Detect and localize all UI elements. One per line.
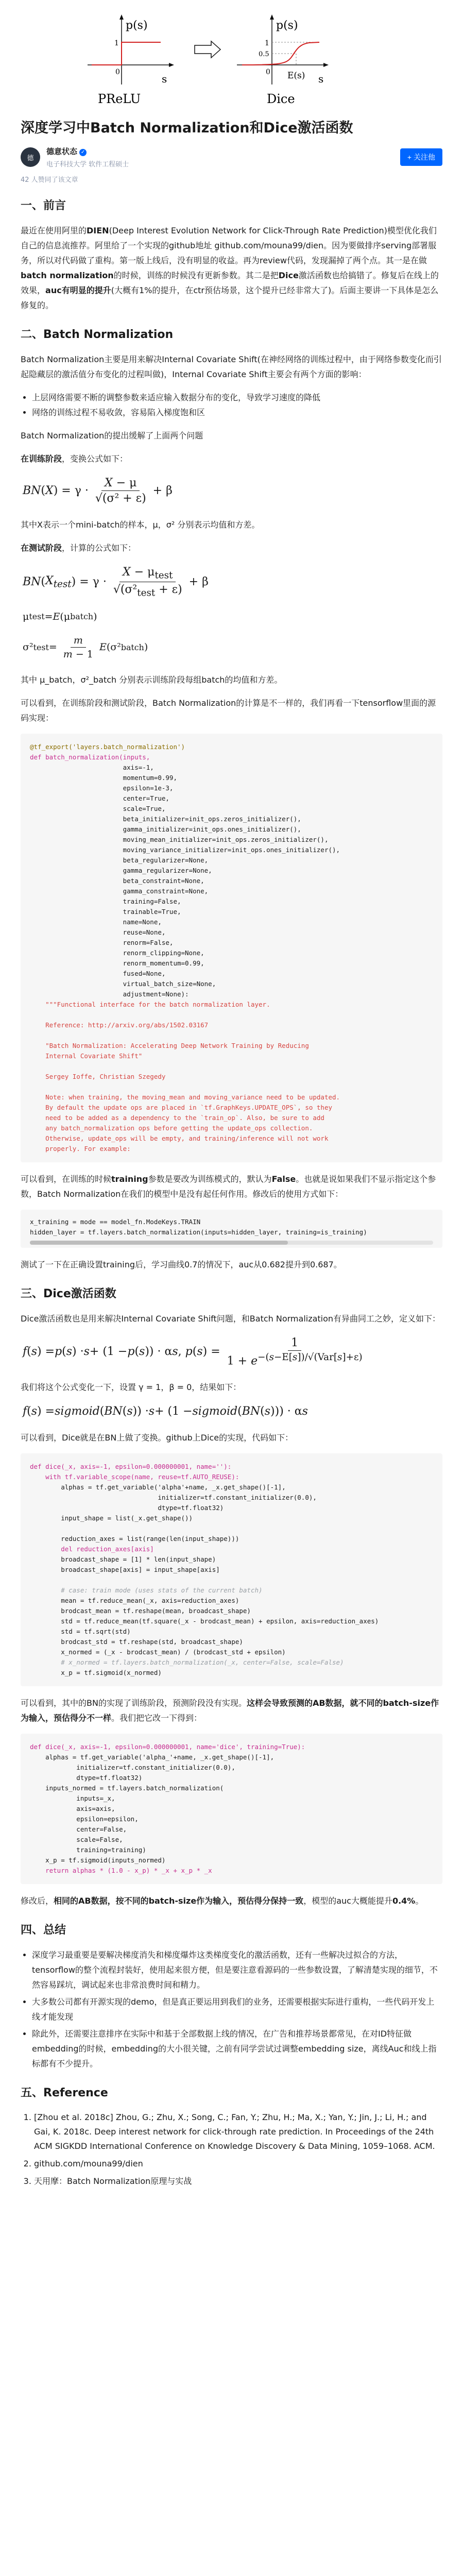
bn-paragraph-2: Batch Normalization的提出缓解了上面两个问题 (21, 431, 203, 440)
summary-list (21, 1947, 442, 2071)
code-line: def dice(_x, axis=-1, epsilon=0.000000001, name='dice', training=True): (30, 1743, 305, 1751)
sigma-test-formula: σ² test = $\frac{m}{m - 1}$ E (σ² batch ) (23, 634, 148, 660)
bn-paragraph-1: Batch Normalization主要是用来解决Internal Covariate Shift(在神经网络的训练过程中，由于网络参数变化而引起隐藏层的激活值分布变化的过程叫做)，Internal Covariate Shift主要会有两个方面的影响： (21, 354, 442, 379)
code-line: scale=False, (30, 1836, 123, 1844)
code-line: axis=axis, (30, 1805, 115, 1813)
section-heading-bn: 二、Batch Normalization (21, 328, 174, 341)
code-line: del reduction_axes[axis] (30, 1545, 154, 1553)
code-line: @tf_export('layers.batch_normalization') (30, 742, 185, 751)
p4d-text-b: 这样会导致预测的AB数据，就不同的batch-size作为输入，预估得分不一样 (21, 1698, 439, 1723)
dice-paragraph-3: 可以看到，Dice就是在BN上做了变换。github上Dice的实现，代码如下： (21, 1433, 294, 1443)
section-heading-summary: 四、总结 (21, 1924, 66, 1937)
dice-plot (237, 14, 329, 106)
section-heading-reference: 五、Reference (21, 2087, 108, 2100)
author-desc: 电子科技大学 软件工程硕士 (46, 161, 129, 168)
list-item: • 网络的训练过程不易收敛，容易陷入梯度饱和区 (32, 405, 442, 420)
p4-text-b: training (111, 1174, 148, 1184)
p4d-text-c: 。我们把它改一下得到： (111, 1713, 202, 1723)
code-line: center=True, (30, 794, 169, 802)
intro-paragraph (21, 223, 442, 313)
article-title: 深度学习中Batch Normalization和Dice激活函数 (21, 120, 353, 136)
code-line: x_training = mode == model_fn.ModeKeys.TRAIN (30, 1217, 201, 1226)
p4-text-d: False (271, 1174, 296, 1184)
code-line (30, 1083, 45, 1091)
p5-text-a: 修改后， (21, 1896, 54, 1906)
code-line: training=False, (30, 897, 181, 905)
p5-text-c: ，模型的auc大概能提升 (303, 1896, 392, 1906)
code-line: std = tf.sqrt(std) (30, 1628, 131, 1636)
intro-text-i: (大概有1%的提升，在ctr预估场景，这个提升已经非常大了)。后面主要讲一下具体是怎么修复的。 (21, 285, 439, 310)
prelu-xlabel: s (162, 73, 167, 85)
bn-train-label (21, 451, 442, 466)
prelu-tick-zero: 0 (115, 68, 120, 76)
train-label-bold: 在训练阶段 (21, 454, 62, 464)
intro-text-c: (Deep Interest Evolution Network for Click-Through Rate Prediction)模型优化我们自己的信息流推荐。阿里给了一个实现的github地址 github.com/mouna99/dien。因为要做排序serving部署服务，所以对代码做了重构。第一版上线后，没有明显的收益。再为review代码，发现漏掉了两个点。其一是在做 (21, 226, 437, 265)
train-label-rest: ，变换公式如下： (62, 454, 128, 464)
code-line (30, 1062, 45, 1070)
code-line: dtype=tf.float32) (30, 1504, 224, 1512)
dice-tick-half: 0.5 (259, 50, 269, 58)
code-line: std = tf.reduce_mean(tf.square(_x - brodcast_mean) + epsilon, axis=reduction_axes) (30, 1617, 379, 1625)
code-line: axis=-1, (30, 763, 154, 771)
code-block-bn-source[interactable] (21, 734, 442, 1162)
mu-test-formula: μ test = E (μ batch ) (23, 611, 97, 622)
section-heading-dice: 三、Dice激活函数 (21, 1287, 116, 1300)
list-item: • 除此外，还需要注意排序在实际中和基于全部数据上线的情况，在广告和推荐场景都常见，在对ID特征做embedding的时候，embedding的大小很关键，之前有同学尝试过调整embedding size，离线Auc和线上指标都有不少提升。 (32, 2026, 442, 2071)
list-item[interactable]: 2. github.com/mouna99/dien (34, 2157, 442, 2171)
dice-simplified-formula: f ( s ) = sigmoid ( BN ( s )) · s + (1 − sigmoid ( BN ( s ))) · α s (23, 1405, 308, 1418)
code-line: trainable=True, (30, 907, 181, 916)
list-item: • 上层网络需要不断的调整参数来适应输入数据分布的变化，导致学习速度的降低 (32, 390, 442, 405)
dice-definition-formula: f ( s ) = p ( s ) · s + (1 − p ( s )) · α s , p ( s ) = $\frac{1}{1 + e^{-(s-E[s])/√(Var[s]+\varepsilon)}}$ (23, 1336, 363, 1368)
intro-text-f: Dice (278, 270, 299, 280)
article-page (21, 0, 442, 2189)
code-line: reduction_axes = list(range(len(input_shape))) (30, 1535, 239, 1543)
code-line: moving_variance_initializer=init_ops.ones_initializer(), (30, 845, 340, 854)
code-line: any batch_normalization ops before getting the update_ops collection. (30, 1124, 313, 1132)
p5-text-d: 0.4% (392, 1896, 416, 1906)
code-line: properly. For example: (30, 1144, 131, 1153)
code-line: brodcast_std = tf.reshape(std, broadcast_shape) (30, 1638, 243, 1646)
p4-text-e: 。也就是说如果我们不显示指定这个参数，Batch Normalization在我们的模型中是没有起任何作用。修改后的使用方式如下： (21, 1174, 436, 1199)
avatar-initials: 德 (27, 154, 34, 162)
scrollbar-thumb[interactable] (30, 1241, 288, 1245)
activation-plot (21, 7, 442, 108)
code-line: gamma_constraint=None, (30, 887, 209, 895)
code-line: alphas = tf.get_variable('alpha'+name, _x.get_shape()[-1], (30, 1483, 286, 1492)
author-bar (21, 145, 442, 169)
dice-paragraph-5 (21, 1893, 442, 1908)
code-line: alphas = tf.get_variable('alpha_'+name, _x.get_shape()[-1], (30, 1753, 275, 1761)
verified-icon: ✓ (79, 149, 87, 156)
code-line: virtual_batch_size=None, (30, 979, 216, 988)
code-line: input_shape = list(_x.get_shape()) (30, 1514, 193, 1522)
code-line: inputs_normed = tf.layers.batch_normalization( (30, 1784, 224, 1792)
code-line (30, 1031, 45, 1039)
code-line: broadcast_shape = [1] * len(input_shape) (30, 1555, 216, 1564)
code-block-bn-usage[interactable] (21, 1210, 442, 1248)
author-meta (46, 146, 400, 168)
code-line: momentum=0.99, (30, 773, 177, 782)
code-line: Note: when training, the moving_mean and moving_variance need to be updated. (30, 1093, 340, 1101)
code-line: center=False, (30, 1825, 127, 1834)
code-line: Internal Covariate Shift" (30, 1052, 143, 1060)
p5-text-b: 相同的AB数据，按不同的batch-size作为输入，预估得分保持一致 (54, 1896, 304, 1906)
code-line: scale=True, (30, 804, 166, 812)
list-item: • 深度学习最重要是要解决梯度消失和梯度爆炸这类梯度变化的激活函数，还有一些解决过拟合的方法，tensorflow的整个流程封装好，使用起来很方便，但是要注意看源码的一些参数设置，了解清楚实现的细节，不然容易踩坑，调试起来也非常浪费时间和精力。 (32, 1947, 442, 1992)
code-line: moving_mean_initializer=init_ops.zeros_initializer(), (30, 835, 329, 843)
dice-paragraph-1: Dice激活函数也是用来解决Internal Covariate Shift问题，和Batch Normalization有异曲同工之妙，定义如下： (21, 1313, 441, 1324)
prelu-caption: PReLU (98, 92, 141, 106)
follow-button[interactable]: + 关注他 (400, 148, 442, 166)
code-line: x_normed = (_x - brodcast_mean) / (brodcast_std + epsilon) (30, 1648, 286, 1656)
avatar[interactable] (21, 147, 40, 167)
code-line: beta_constraint=None, (30, 876, 204, 885)
code-line (30, 1011, 45, 1019)
code-line: beta_initializer=init_ops.zeros_initializer(), (30, 815, 301, 823)
author-name-row (46, 146, 400, 157)
code-line: gamma_initializer=init_ops.ones_initializer(), (30, 825, 301, 833)
prelu-plot (88, 14, 174, 106)
p4-text-c: 参数是要改为训练模式的，默认为 (148, 1174, 272, 1184)
code-line: Sergey Ioffe, Christian Szegedy (30, 1072, 166, 1080)
code-line: "Batch Normalization: Accelerating Deep Network Training by Reducing (30, 1041, 309, 1049)
intro-text-h: auc有明显的提升 (45, 285, 111, 295)
code-line: brodcast_mean = tf.reshape(mean, broadcast_shape) (30, 1607, 251, 1615)
code-line: renorm_clipping=None, (30, 948, 204, 957)
dice-paragraph-2: 我们将这个公式变化一下，设置 γ = 1，β = 0，结果如下： (21, 1382, 242, 1393)
code-line: reuse=None, (30, 928, 166, 936)
author-name[interactable]: 德意状态 (46, 147, 78, 156)
reference-list (21, 2110, 442, 2189)
code-line: beta_regularizer=None, (30, 856, 209, 864)
code-block-dice-original[interactable] (21, 1453, 442, 1686)
dice-es-label: E(s) (287, 71, 305, 81)
horizontal-scrollbar[interactable] (30, 1241, 433, 1245)
code-line: initializer=tf.constant_initializer(0.0), (30, 1494, 317, 1502)
p4-text-a: 可以看到，在训练的时候 (21, 1174, 112, 1184)
bn-paragraph-5: 测试了一下在正确设置training后，学习曲线0.7的情况下，auc从0.682提升到0.687。 (21, 1259, 342, 1269)
dice-xlabel: s (318, 73, 324, 85)
code-line: return alphas * (1.0 - x_p) * _x + x_p * _x (30, 1867, 212, 1875)
bn-bullets (21, 390, 442, 420)
likes-count: 42 人赞同了该文章 (21, 176, 78, 184)
code-line: x_p = tf.sigmoid(inputs_normed) (30, 1856, 166, 1865)
p4d-text-a: 可以看到，其中的BN的实现了训练阶段，预测阶段没有实现。 (21, 1698, 247, 1708)
code-line: By default the update ops are placed in `tf.GraphKeys.UPDATE_OPS`, so they (30, 1103, 332, 1111)
bn-where-2: 其中 μ_batch，σ²_batch 分别表示训练阶段每组batch的均值和方差。 (21, 674, 283, 685)
intro-text-a: 最近在使用阿里的 (21, 226, 87, 235)
code-line: # x_normed = tf.layers.batch_normalization(_x, center=False, scale=False) (30, 1658, 344, 1667)
code-line: training=training) (30, 1846, 146, 1854)
dice-caption: Dice (267, 92, 295, 106)
code-line: # case: train mode (uses stats of the current batch) (30, 1586, 263, 1595)
code-line: name=None, (30, 918, 162, 926)
code-line: renorm_momentum=0.99, (30, 959, 204, 967)
prelu-dice-figure (21, 7, 442, 108)
dice-tick-one: 1 (265, 39, 269, 47)
code-line: need to be added as a dependency to the `train_op`. Also, be sure to add (30, 1113, 324, 1122)
code-line: dtype=tf.float32) (30, 1774, 143, 1782)
code-line: hidden_layer = tf.layers.batch_normalization(inputs=hidden_layer, training=is_training) (30, 1228, 367, 1236)
bn-train-formula: BN ( X ) = γ · $\frac{X - \mu}{\text{√(σ² + ε)}}$ + β (23, 477, 173, 505)
section-heading-intro: 一、前言 (21, 199, 66, 212)
prelu-ylabel: p(s) (126, 19, 148, 32)
code-line: Otherwise, update_ops will be empty, and training/inference will not work (30, 1134, 329, 1142)
prelu-tick-one: 1 (114, 39, 119, 47)
bn-test-formula: BN ( $X_{test}$ ) = γ · $\frac{X - \mu_{test}}{√(\sigma^2_{test} + \varepsilon)}$ + β (23, 566, 209, 599)
code-line: """Functional interface for the batch normalization layer. (30, 1000, 270, 1008)
code-line: mean = tf.reduce_mean(_x, axis=reduction_axes) (30, 1597, 239, 1605)
intro-text-b: DIEN (87, 226, 109, 235)
bn-paragraph-4 (21, 1172, 442, 1201)
dice-paragraph-4 (21, 1696, 442, 1725)
bn-paragraph-3: 可以看到，在训练阶段和测试阶段，Batch Normalization的计算是不一样的，我们再看一下tensorflow里面的源码实现： (21, 698, 436, 723)
intro-text-g: 激活函数也给搞错了。修复后在线上的效果， (21, 270, 439, 295)
list-item: 1. [Zhou et al. 2018c] Zhou, G.; Zhu, X.; Song, C.; Fan, Y.; Zhu, H.; Ma, X.; Yan, Y.; Jin, J.; Li, H.; and Gai, K. 2018c. Deep interest network for click-through rate prediction. In Proceedings of the 24th ACM SIGKDD International Conference on Knowledge Discovery & Data Mining, 1059–1068. ACM. (34, 2110, 442, 2154)
bn-where-1: 其中X表示一个mini-batch的样本，μ，σ² 分别表示均值和方差。 (21, 520, 260, 530)
intro-text-e: 的时候，训练的时候没有更新参数。其二是把 (113, 270, 279, 280)
dice-tick-zero: 0 (266, 68, 270, 76)
test-label-rest: ，计算的公式如下： (62, 543, 136, 553)
code-line: def dice(_x, axis=-1, epsilon=0.000000001, name=''): (30, 1463, 232, 1471)
code-line: fused=None, (30, 969, 166, 977)
test-label-bold: 在测试阶段 (21, 543, 62, 553)
p5-text-e: 。 (415, 1896, 424, 1906)
intro-text-d: batch normalization (21, 270, 114, 280)
dice-ylabel: p(s) (276, 19, 298, 32)
code-line: initializer=tf.constant_initializer(0.0), (30, 1764, 235, 1772)
list-item[interactable]: 3. 天用摩：Batch Normalization原理与实战 (34, 2174, 442, 2189)
code-line: x_p = tf.sigmoid(x_normed) (30, 1669, 162, 1677)
code-line: adjustment=None): (30, 990, 189, 998)
code-line: broadcast_shape[axis] = input_shape[axis] (30, 1566, 220, 1574)
bn-test-label (21, 540, 442, 555)
code-line: with tf.variable_scope(name, reuse=tf.AUTO_REUSE): (30, 1473, 239, 1481)
code-block-dice-fixed[interactable] (21, 1734, 442, 1884)
code-line: epsilon=1e-3, (30, 784, 174, 792)
arrow-icon (195, 41, 220, 58)
code-line: Reference: http://arxiv.org/abs/1502.03167 (30, 1021, 209, 1029)
code-line: epsilon=epsilon, (30, 1815, 139, 1823)
code-line: renorm=False, (30, 938, 174, 946)
list-item: • 大多数公司都有开源实现的demo，但是真正要运用到我们的业务，还需要根据实际进行重构，一些代码开发上线才能发现 (32, 1994, 442, 2024)
code-line: inputs=_x, (30, 1794, 115, 1803)
code-line: gamma_regularizer=None, (30, 866, 212, 874)
code-line: def batch_normalization(inputs, (30, 753, 150, 761)
